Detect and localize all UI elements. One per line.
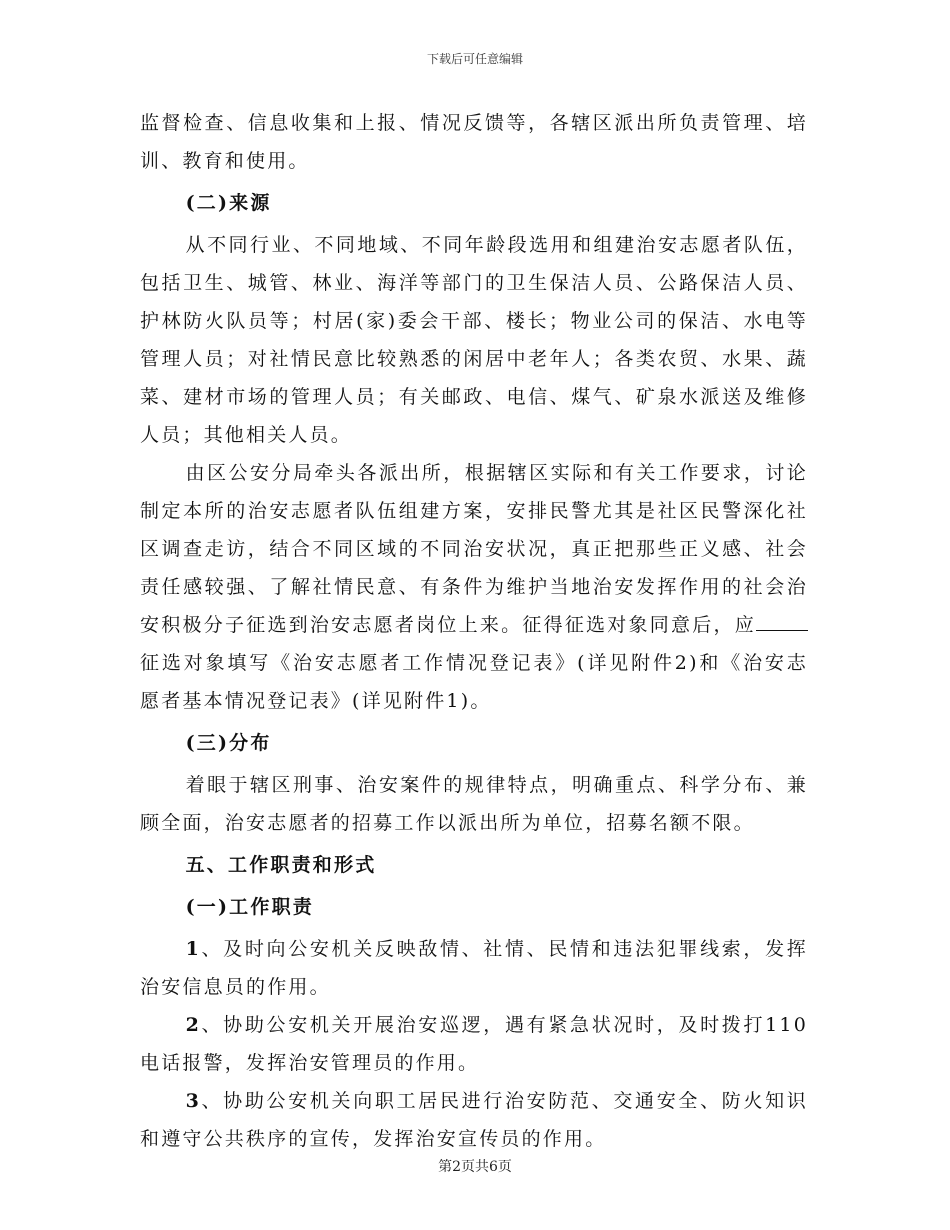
paragraph-distribution: 着眼于辖区刑事、治安案件的规律特点，明确重点、科学分布、兼顾全面，治安志愿者的招募工作以派出所为单位，招募名额不限。 xyxy=(140,774,808,834)
item-1-text: 、及时向公安机关反映敌情、社情、民情和违法犯罪线索，发挥治安信息员的作用。 xyxy=(140,938,808,998)
document-body xyxy=(140,104,808,1158)
item-3-number: 3 xyxy=(185,1090,202,1112)
paragraph-source: 从不同行业、不同地域、不同年龄段选用和组建治安志愿者队伍，包括卫生、城管、林业、海洋等部门的卫生保洁人员、公路保洁人员、护林防火队员等；村居(家)委会干部、楼长；物业公司的保洁、水电等管理人员；对社情民意比较熟悉的闲居中老年人；各类农贸、水果、蔬菜、建材市场的管理人员；有关邮政、电信、煤气、矿泉水派送及维修人员；其他相关人员。 xyxy=(140,234,808,446)
paragraph-procedure xyxy=(140,454,808,720)
paragraph-continuation: 监督检查、信息收集和上报、情况反馈等，各辖区派出所负责管理、培训、教育和使用。 xyxy=(140,112,808,172)
heading-source: (二)来源 xyxy=(185,192,272,214)
heading-duties: (一)工作职责 xyxy=(185,896,314,918)
item-1-number: 1 xyxy=(185,938,202,960)
list-item-1 xyxy=(140,930,808,1006)
item-2-number: 2 xyxy=(185,1014,202,1036)
item-2-text: 、协助公安机关开展治安巡逻，遇有紧急状况时，及时拨打110电话报警，发挥治安管理员的作用。 xyxy=(140,1014,808,1074)
procedure-text-part2: 征选对象填写《治安志愿者工作情况登记表》(详见附件2)和《治安志愿者基本情况登记表》(详见附件1)。 xyxy=(140,652,808,712)
item-3-text: 、协助公安机关向职工居民进行治安防范、交通安全、防火知识和遵守公共秩序的宣传，发挥治安宣传员的作用。 xyxy=(140,1090,808,1150)
fill-in-blank xyxy=(756,610,808,631)
list-item-3 xyxy=(140,1082,808,1158)
heading-section-5: 五、工作职责和形式 xyxy=(185,854,377,876)
list-item-2 xyxy=(140,1006,808,1082)
page-footer: 第2页共6页 xyxy=(438,1159,512,1175)
heading-distribution: (三)分布 xyxy=(185,732,272,754)
procedure-text-part1: 由区公安分局牵头各派出所，根据辖区实际和有关工作要求，讨论制定本所的治安志愿者队伍组建方案，安排民警尤其是社区民警深化社区调查走访，结合不同区域的不同治安状况，真正把那些正义感、社会责任感较强、了解社情民意、有条件为维护当地治安发挥作用的社会治安积极分子征选到治安志愿者岗位上来。征得征选对象同意后，应 xyxy=(140,462,808,636)
page-header: 下载后可任意编辑 xyxy=(426,52,523,66)
